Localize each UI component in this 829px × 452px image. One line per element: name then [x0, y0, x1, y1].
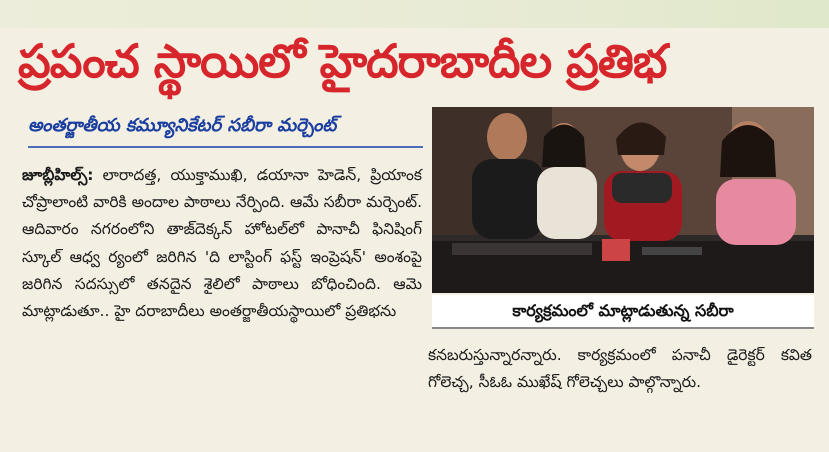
event-photo-illustration — [432, 107, 814, 293]
article-paragraph — [22, 162, 422, 325]
article-text-right: కనబరుస్తున్నారన్నారు. కార్యక్రమంలో పనాచీ డైరెక్టర్ కవిత గోలెచ్చ, సీఓఓ ముఖేష్ గోలెచ్చలు పాల్గొన్నారు. — [428, 346, 812, 392]
headline: ప్రపంచ స్థాయిలో హైదరాబాదీల ప్రతిభ — [18, 34, 667, 88]
event-photo — [432, 107, 814, 293]
photo-caption-bar — [432, 295, 814, 329]
subheadline-underline — [28, 146, 423, 148]
subheadline: అంతర్జాతీయ కమ్యూనికేటర్ సబీరా మర్చెంట్ — [28, 115, 337, 136]
article-text-left: లారాదత్త, యుక్తాముఖి, డయానా హెడెన్, ప్రియాంక చోప్రాలాంటి వారికి అందాల పాఠాలు నేర్పింది. ఆమే సబీరా మర్చెంట్. ఆదివారం నగరంలోని తాజ్‌దెక్కన్ హోటల్‌లో పానాచీ ఫినిషింగ్ స్కూల్ ఆధ్వ ర్యంలో జరిగిన 'ది లాస్టింగ్ ఫస్ట్ ఇంప్రెషన్' అంశంపై జరిగిన సదస్సులో తనదైన శైలిలో పాఠాలు బోధించింది. ఆమె మాట్లాడుతూ.. హై దరాబాదీలు అంతర్జాతీయస్థాయిలో ప్రతిభను — [22, 166, 422, 321]
article-body-left — [22, 162, 422, 325]
article-byline: జూబ్లీహిల్స్: — [22, 166, 94, 184]
page-top-strip — [0, 0, 829, 28]
article-body-right — [428, 342, 812, 396]
photo-caption: కార్యక్రమంలో మాట్లాడుతున్న సబీరా — [512, 301, 734, 320]
